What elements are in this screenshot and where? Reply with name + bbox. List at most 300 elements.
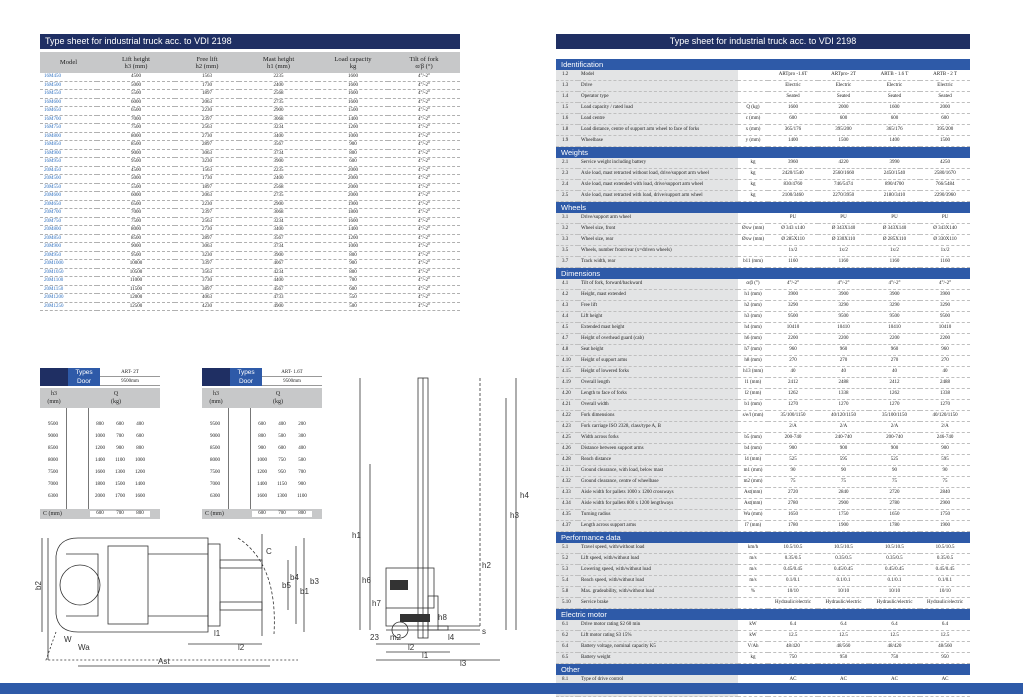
model-value-cell: 1600 [318,98,388,107]
model-value-cell: 4°/-2° [388,141,460,150]
spec-value: Seated [768,92,818,103]
spec-value: 75 [920,477,970,488]
spec-value: Ø 330X110 [920,235,970,246]
spec-number: 4.32 [556,477,578,488]
spec-value: 4250 [920,158,970,169]
spec-row [556,114,970,125]
spec-unit [738,422,768,433]
load-chart-row [40,432,160,442]
spec-row [556,345,970,356]
model-value-cell: 1600 [318,81,388,90]
model-table-header [40,52,460,73]
spec-row [556,323,970,334]
dim-l3: l3 [460,659,467,668]
spec-row [556,136,970,147]
model-name-cell: 16M450 [40,73,97,81]
spec-number: 4.5 [556,323,578,334]
spec-description: Ground clearance, centre of wheelbase [578,477,738,488]
types-label: Types [230,368,262,377]
spec-row [556,235,970,246]
q-value: 800 [96,422,104,427]
model-value-cell: 4500 [97,73,175,81]
spec-row [556,81,970,92]
spec-number: 4.21 [556,400,578,411]
model-value-cell: 2235 [239,73,318,81]
model-row [40,243,460,252]
spec-description: Overall width [578,400,738,411]
spec-value: 270 [818,356,869,367]
model-name-cell: 20M750 [40,217,97,226]
spec-value: 2000 [818,103,869,114]
spec-value: 0.35/0.5 [768,554,818,565]
model-value-cell: 1730 [175,81,239,90]
spec-description: Service brake [578,598,738,609]
spec-unit [738,81,768,92]
q-value: 700 [298,470,306,475]
q-value: 1300 [115,470,125,475]
spec-value: 750 [768,653,818,664]
spec-number: 4.31 [556,466,578,477]
spec-row [556,631,970,642]
model-value-cell: 2897 [175,141,239,150]
model-value-cell: 2230 [175,107,239,116]
spec-value: 2/A [768,422,818,433]
q-value: 800 [258,434,266,439]
model-value-cell: 5500 [97,183,175,192]
model-name-cell: 20M850 [40,234,97,243]
model-value-cell: 1897 [175,183,239,192]
spec-value: ARTB - 2 T [920,70,970,81]
model-value-cell: 3900 [239,251,318,260]
spec-unit: b4 (mm) [738,444,768,455]
spec-value: Electric [920,81,970,92]
spec-value: 950 [920,653,970,664]
model-value-cell: 2000 [318,183,388,192]
spec-value: 9500 [818,312,869,323]
model-row [40,277,460,286]
spec-value: ARTpro -1.6T [768,70,818,81]
spec-unit: m1 (mm) [738,466,768,477]
spec-value: 3900 [768,290,818,301]
spec-value: Ø 343X140 [869,224,920,235]
spec-value: 2900 [920,499,970,510]
load-chart-footer [40,509,160,519]
spec-unit: kg [738,191,768,202]
q-header: Q (kg) [111,391,121,405]
spec-description: Tilt of fork, forward/backward [578,279,738,290]
h3-value: 8500 [48,446,58,451]
q-value: 900 [116,446,124,451]
model-value-cell: 4°/-2° [388,175,460,184]
spec-description: Max. gradeability, with/without load [578,587,738,598]
spec-description: Wheel size, front [578,224,738,235]
model-value-cell: 4°/-2° [388,73,460,81]
spec-row [556,103,970,114]
spec-row [556,125,970,136]
model-table [40,52,460,311]
spec-value: Ø 285X110 [869,235,920,246]
model-value-cell: 3897 [175,285,239,294]
spec-description: Service weight including battery [578,158,738,169]
model-value-cell: 1200 [318,234,388,243]
dim-m2: m2 [390,633,402,642]
spec-value: ARTB - 1.6 T [869,70,920,81]
spec-description: Height of overhead guard (cab) [578,334,738,345]
spec-section-title: Electric motor [556,609,970,621]
model-value-cell: 6000 [97,98,175,107]
model-value-cell: 4067 [239,260,318,269]
spec-section-title: Identification [556,59,970,70]
spec-value: 960 [869,345,920,356]
spec-value: 2840 [818,488,869,499]
dim-b4: b4 [290,573,299,582]
h3-header: h3 (mm) [209,391,223,405]
spec-value: Seated [869,92,920,103]
spec-value: 1900 [920,521,970,532]
spec-unit: h7 (mm) [738,345,768,356]
model-row [40,260,460,269]
spec-number: 4.25 [556,433,578,444]
h3-value: 7500 [48,470,58,475]
model-row [40,149,460,158]
q-value: 200 [298,422,306,427]
spec-unit [738,246,768,257]
h3-value: 7000 [48,482,58,487]
spec-description: Load capacity / rated load [578,103,738,114]
model-value-cell: 3400 [239,226,318,235]
spec-description: Lift height [578,312,738,323]
spec-value: 10410 [818,323,869,334]
load-chart-row [202,432,322,442]
spec-row [556,279,970,290]
model-value-cell: 4°/-2° [388,234,460,243]
spec-value: 2200 [818,334,869,345]
model-name-cell: 20M700 [40,209,97,218]
spec-value: 200-740 [768,433,818,444]
spec-unit: kW [738,631,768,642]
q-header: Q (kg) [273,391,283,405]
spec-description: Lift motor rating S3 15% [578,631,738,642]
model-value-cell: 4567 [239,285,318,294]
model-value-cell: 4230 [175,302,239,311]
model-value-cell: 1563 [175,73,239,81]
spec-value: 9500 [768,312,818,323]
spec-number: 5.4 [556,576,578,587]
dim-h2: h2 [482,561,491,570]
model-value-cell: 3734 [239,243,318,252]
spec-description: Drive motor rating S2 60 min [578,620,738,631]
spec-value: 960 [920,345,970,356]
model-value-cell: 2235 [239,166,318,175]
spec-unit: l4 (mm) [738,455,768,466]
model-name-cell: 20M600 [40,192,97,201]
model-value-cell: 8500 [97,141,175,150]
spec-value: 3900 [818,290,869,301]
model-value-cell: 12000 [97,294,175,303]
model-value-cell: 2400 [239,175,318,184]
model-value-cell: 1500 [318,107,388,116]
q-value: 2000 [95,494,105,499]
model-row [40,209,460,218]
model-value-cell: 600 [318,285,388,294]
spec-value: 3290 [920,301,970,312]
model-value-cell: 3567 [239,141,318,150]
spec-unit: h8 (mm) [738,356,768,367]
spec-description: Drive [578,81,738,92]
model-value-cell: 7500 [97,124,175,133]
model-value-cell: 1000 [318,132,388,141]
model-name-cell: 20M650 [40,200,97,209]
spec-table [556,59,970,697]
spec-number: 6.5 [556,653,578,664]
model-name-cell: 16M500 [40,81,97,90]
model-value-cell: 4733 [239,294,318,303]
model-value-cell: 4°/-2° [388,209,460,218]
model-name-cell: 20M1000 [40,260,97,269]
spec-value: 3960 [768,158,818,169]
spec-value: 2900 [818,499,869,510]
door-frame-value: 9500mm [100,377,160,386]
spec-value: 2/A [920,422,970,433]
spec-row [556,92,970,103]
spec-value: 10.5/10.5 [818,543,869,554]
model-value-cell: 1900 [318,200,388,209]
spec-value: 2200 [768,334,818,345]
spec-unit: kg [738,653,768,664]
spec-section-header [556,532,970,544]
spec-value: 40/120/1150 [920,411,970,422]
q-value: 1100 [115,458,125,463]
spec-value: 40 [818,367,869,378]
spec-description: Fork dimensions [578,411,738,422]
dim-b1: b1 [300,587,309,596]
spec-row [556,356,970,367]
spec-value: 10.5/10.5 [768,543,818,554]
spec-description: Travel speed, with/without load [578,543,738,554]
spec-section-title: Other [556,664,970,676]
spec-number: 3.2 [556,224,578,235]
q-value: 1600 [95,470,105,475]
spec-section-header [556,147,970,159]
spec-value: Ø 343X140 [818,224,869,235]
spec-value: 1270 [768,400,818,411]
spec-value: 48/560 [818,642,869,653]
model-value-cell: 2900 [239,107,318,116]
q-value: 1200 [257,470,267,475]
spec-number: 4.15 [556,367,578,378]
spec-number: 4.35 [556,510,578,521]
spec-value: 12.5 [768,631,818,642]
load-chart-row [40,456,160,466]
spec-description: Axle load, mast extended with load, drive/support arm wheel [578,180,738,191]
spec-row [556,169,970,180]
spec-description: Aisle width for pallets 800 x 1200 lengthways [578,499,738,510]
dim-h7: h7 [372,599,381,608]
q-value: 400 [278,422,286,427]
dim-l2: l2 [238,643,245,652]
h3-value: 6300 [210,494,220,499]
spec-description: Battery weight [578,653,738,664]
spec-value: 2200 [920,334,970,345]
spec-row [556,312,970,323]
spec-number: 4.33 [556,488,578,499]
model-value-cell: 4°/-2° [388,149,460,158]
spec-row [556,598,970,609]
spec-value: Ø 285X110 [768,235,818,246]
left-title-banner: Type sheet for industrial truck acc. to VDI 2198 [40,34,460,49]
spec-row [556,433,970,444]
h3-value: 9000 [48,434,58,439]
spec-value: 2000 [920,103,970,114]
spec-value: 1x/2 [768,246,818,257]
spec-value: 75 [869,477,920,488]
spec-unit: α/β (°) [738,279,768,290]
model-row [40,234,460,243]
model-value-cell: 2568 [239,90,318,99]
spec-value: 2488 [818,378,869,389]
spec-section-header [556,268,970,280]
spec-value: Hydraulic/electric [920,598,970,609]
model-value-cell: 2735 [239,192,318,201]
spec-number: 6.1 [556,620,578,631]
model-value-cell: 4°/-2° [388,251,460,260]
spec-value: 525 [869,455,920,466]
model-value-cell: 2000 [318,175,388,184]
spec-value: 10410 [920,323,970,334]
spec-row [556,70,970,81]
h3-value: 9500 [48,422,58,427]
spec-unit: b5 (mm) [738,433,768,444]
model-name-cell: 20M800 [40,226,97,235]
model-value-cell: 9500 [97,158,175,167]
spec-unit: % [738,587,768,598]
model-table-body [40,73,460,311]
q-value: 600 [278,446,286,451]
model-row [40,158,460,167]
spec-number: 4.26 [556,444,578,455]
spec-value: 0.1/0.1 [768,576,818,587]
model-name-cell: 20M450 [40,166,97,175]
model-name-cell: 20M950 [40,251,97,260]
spec-value: 9500 [920,312,970,323]
model-value-cell: 1400 [318,226,388,235]
load-chart-row [40,468,160,478]
spec-description: Wheels, number front/rear (x=driven wheels) [578,246,738,257]
spec-number: 1.6 [556,114,578,125]
spec-value: 1750 [818,510,869,521]
spec-row [556,180,970,191]
spec-number: 6.2 [556,631,578,642]
spec-row [556,510,970,521]
model-value-cell: 4°/-2° [388,158,460,167]
spec-value: 1400 [768,136,818,147]
spec-value: 890/4700 [869,180,920,191]
spec-number: 4.28 [556,455,578,466]
load-chart-row [40,492,160,502]
spec-unit: m/s [738,554,768,565]
spec-value: 2720 [869,488,920,499]
model-value-cell: 3734 [239,149,318,158]
spec-value: 1338 [818,389,869,400]
spec-description: Wheel size, rear [578,235,738,246]
model-value-cell: 1897 [175,90,239,99]
spec-number: 4.37 [556,521,578,532]
spec-value: 1600 [768,103,818,114]
model-value-cell: 7500 [97,217,175,226]
spec-number: 4.8 [556,345,578,356]
spec-value: 3900 [920,290,970,301]
side-view-drawing [330,368,529,668]
spec-value: Ø 330X110 [818,235,869,246]
model-value-cell: 11500 [97,285,175,294]
model-value-cell: 5000 [97,175,175,184]
h3-header: h3 (mm) [47,391,61,405]
model-value-cell: 2230 [175,200,239,209]
spec-unit: h3 (mm) [738,312,768,323]
spec-unit: y (mm) [738,136,768,147]
spec-value: 90 [768,466,818,477]
model-value-cell: 800 [318,251,388,260]
spec-value: 1650 [768,510,818,521]
spec-value: 1500 [920,136,970,147]
dim-l2-side: l2 [408,643,415,652]
model-value-cell: 4°/-2° [388,166,460,175]
model-value-cell: 3234 [239,217,318,226]
spec-unit: Øxw (mm) [738,235,768,246]
model-value-cell: 1200 [318,124,388,133]
model-value-cell: 2000 [318,166,388,175]
spec-value: 766/5484 [920,180,970,191]
spec-value: 1160 [920,257,970,268]
spec-description: Model [578,70,738,81]
h3-value: 6300 [48,494,58,499]
spec-row [556,378,970,389]
model-value-cell: 4°/-2° [388,200,460,209]
spec-value: 2780 [869,499,920,510]
spec-number: 4.7 [556,334,578,345]
dim-b3: b3 [310,577,319,586]
model-row [40,124,460,133]
model-value-cell: 4°/-2° [388,132,460,141]
spec-value: 2270/3950 [818,191,869,202]
spec-row [556,477,970,488]
spec-value: 0.45/0.45 [920,565,970,576]
q-value: 1400 [135,482,145,487]
q-value: 1600 [257,494,267,499]
model-value-cell: 2063 [175,192,239,201]
spec-description: Lowering speed, with/without load [578,565,738,576]
spec-row [556,521,970,532]
model-header-cell: Mast height h1 (mm) [239,52,318,73]
spec-number: 2.5 [556,191,578,202]
spec-value: AC [920,675,970,686]
model-value-cell: 2400 [239,81,318,90]
model-name-cell: 16M800 [40,132,97,141]
spec-value: AC [768,675,818,686]
model-value-cell: 7000 [97,209,175,218]
model-name-cell: 20M1100 [40,277,97,286]
spec-row [556,224,970,235]
spec-row [556,411,970,422]
spec-sheet [556,59,970,697]
model-value-cell: 3730 [175,277,239,286]
spec-value: 1338 [920,389,970,400]
spec-value: 1750 [920,510,970,521]
model-value-cell: 4°/-2° [388,81,460,90]
spec-value: 900 [920,444,970,455]
spec-number: 4.2 [556,290,578,301]
q-value: 400 [136,422,144,427]
